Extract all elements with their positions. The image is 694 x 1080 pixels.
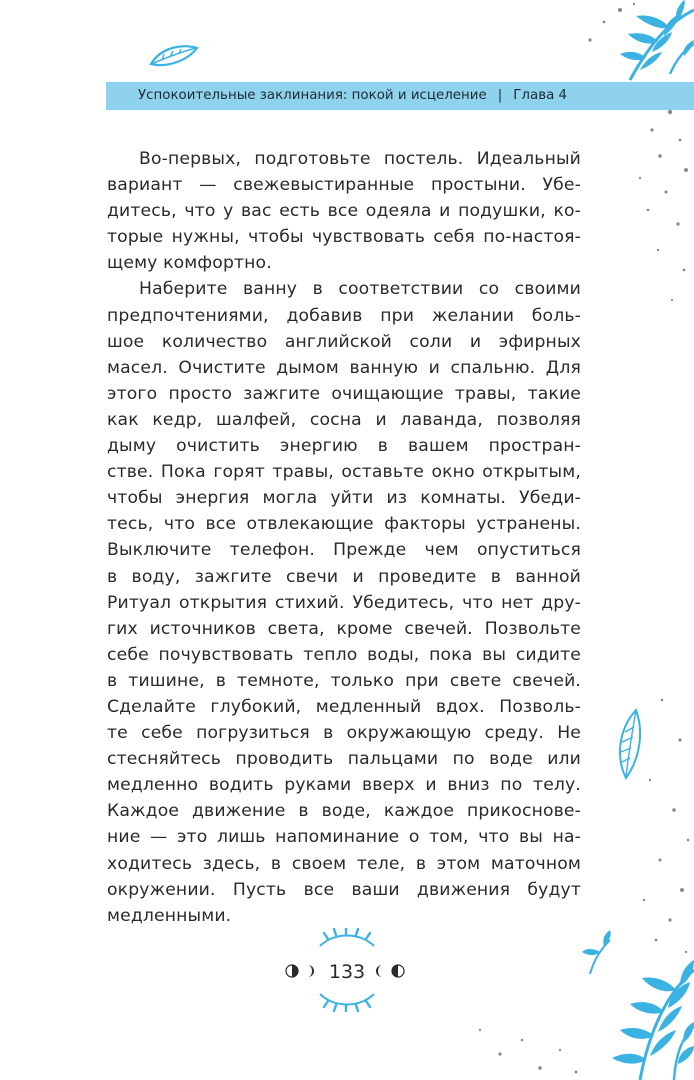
text-line: масел. Очистите дымом ванную и спальню. Для <box>107 357 581 378</box>
text-line: Ритуал открытия стихий. Убедитесь, что нет дру- <box>107 592 581 613</box>
speckle-decoration-bottom-left <box>470 1010 590 1080</box>
text-line: ходитесь здесь, в своем теле, в этом маточном <box>107 853 581 874</box>
text-line: ние — это лишь напоминание о том, что вы на- <box>107 827 581 848</box>
leaf-icon <box>148 42 200 70</box>
speckle-decoration <box>600 100 694 960</box>
text-line: окружении. Пусть все ваши движения будут <box>107 879 581 900</box>
foliage-top-right-icon <box>560 0 694 92</box>
text-line: Во-первых, подготовьте постель. Идеальный <box>139 149 581 169</box>
text-line: Наберите ванну в соответствии со своими <box>139 279 581 300</box>
text-line: себе почувствовать тепло воды, пока вы сидите <box>107 644 581 665</box>
text-line: те себе погрузиться в окружающую среду. Не <box>107 723 581 744</box>
text-line: дыму очистить энергию в вашем простран- <box>107 436 581 457</box>
text-line: тесь, что все отвлекающие факторы устранены. <box>107 514 581 535</box>
text-line: предпочтениями, добавив при желании боль- <box>107 305 581 326</box>
text-line: Сделайте глубокий, медленный вдох. Позволь- <box>107 696 581 717</box>
text-line: этого просто зажгите очищающие травы, такие <box>107 383 581 404</box>
text-line: как кедр, шалфей, сосна и лаванда, позволяя <box>107 409 581 430</box>
laurel-top-icon <box>316 928 378 950</box>
text-line: торые нужны, чтобы чувствовать себя по-настоя- <box>107 227 581 248</box>
text-line: шое количество английской соли и эфирных <box>107 331 581 352</box>
text-line: стесняйтесь проводить пальцами по воде или <box>107 749 581 770</box>
body-text <box>107 146 581 929</box>
text-line: дитесь, что у вас есть все одеяла и подушки, ко- <box>107 201 581 222</box>
laurel-bottom-icon <box>316 990 378 1012</box>
text-line: Выключите телефон. Прежде чем опуститься <box>107 540 581 561</box>
text-line: щему комфортно. <box>107 253 272 274</box>
text-line: в воду, зажгите свечи и проведите в ванной <box>107 566 581 587</box>
text-line: чтобы энергия могла уйти из комнаты. Убеди- <box>107 488 581 509</box>
text-line: медленно водить руками вверх и вниз по телу. <box>107 775 581 796</box>
running-header <box>138 82 567 110</box>
text-line: медленными. <box>107 905 232 926</box>
text-line: вариант — свежевыстиранные простыни. Убе- <box>107 175 581 196</box>
text-line: стве. Пока горят травы, оставьте окно открытым, <box>107 462 581 483</box>
text-line: Каждое движение в воде, каждое прикоснове- <box>107 801 581 822</box>
text-line: в тишине, в темноте, только при свете свечей. <box>107 670 581 691</box>
header-separator: | <box>497 88 503 103</box>
moon-phases-right-icon <box>370 962 406 980</box>
running-title: Успокоительные заклинания: покой и исцеление <box>138 88 487 103</box>
page-number: 133 <box>328 961 366 983</box>
text-line: гих источников света, кроме свечей. Позвольте <box>107 618 581 639</box>
chapter-label: Глава 4 <box>513 88 568 103</box>
